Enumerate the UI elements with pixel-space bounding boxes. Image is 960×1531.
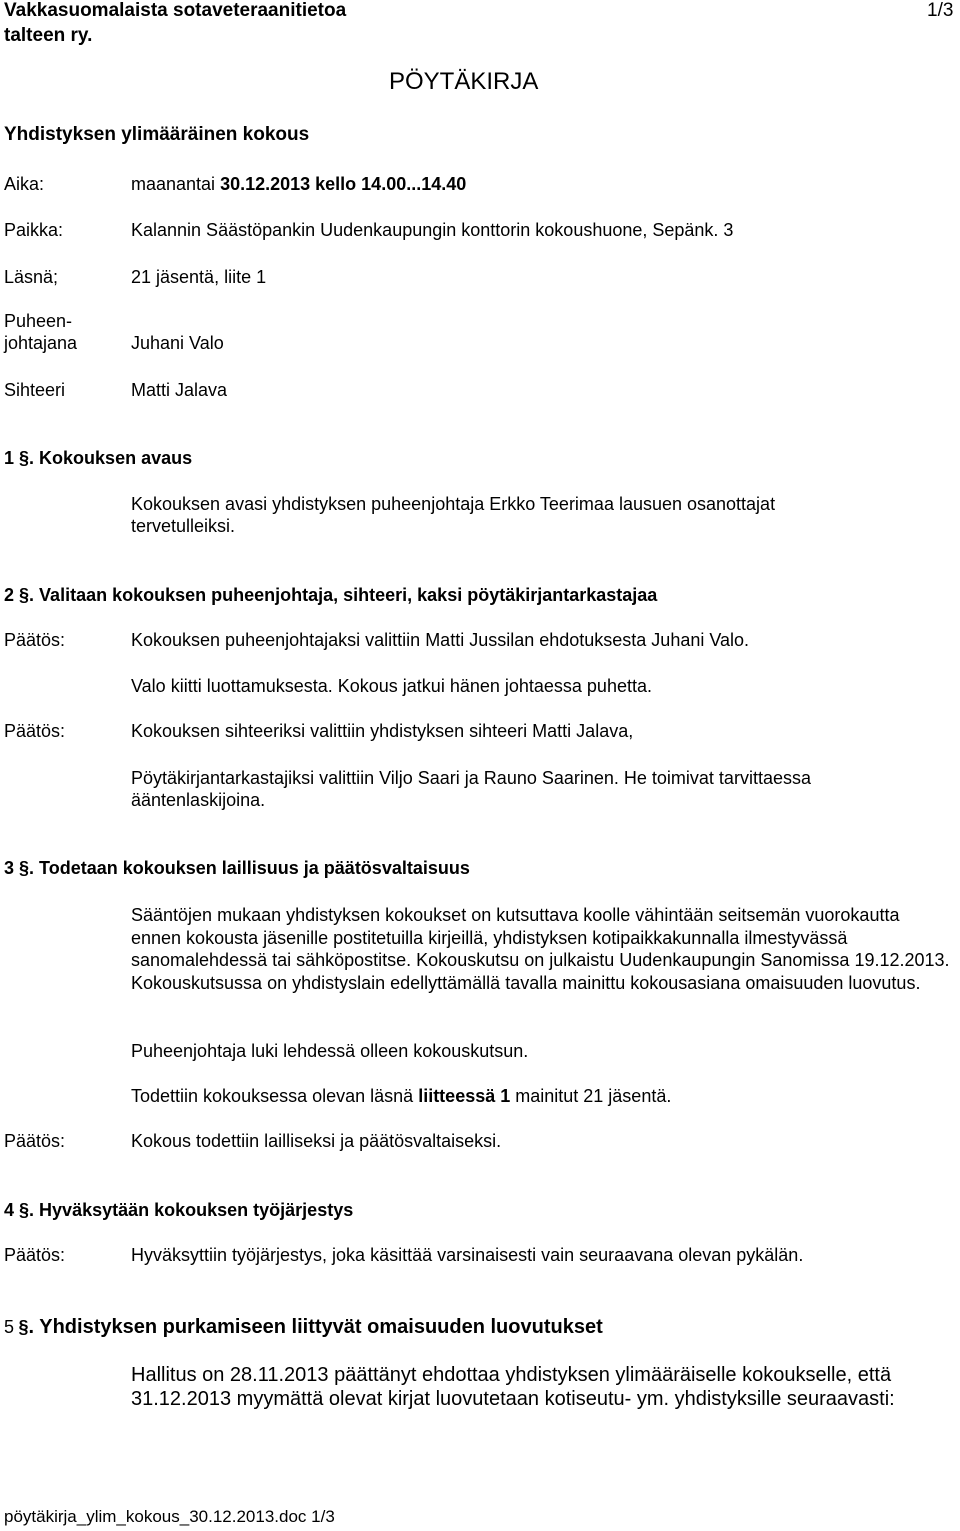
section-5-heading — [4, 1316, 603, 1339]
section-2-decision-2: Kokouksen sihteeriksi valittiin yhdistyksen sihteeri Matti Jalava, — [131, 721, 634, 741]
decision-label: Päätös: — [4, 1131, 66, 1151]
section-2-heading — [4, 585, 657, 606]
attendance-text: Todettiin kokouksessa olevan läsnä — [131, 1086, 419, 1106]
section-1-heading — [4, 448, 192, 469]
section-3-heading — [4, 858, 470, 879]
secretary-value: Matti Jalava — [131, 380, 228, 400]
section-3-title: . Todetaan kokouksen laillisuus ja päätösvaltaisuus — [29, 858, 470, 878]
section-sign-icon: § — [19, 585, 30, 605]
present-label: Läsnä; — [4, 267, 59, 287]
section-1-number: 1 — [4, 448, 15, 468]
section-5-number: 5 — [4, 1317, 15, 1337]
present-value: 21 jäsentä, liite 1 — [131, 267, 267, 287]
section-4-title: . Hyväksytään kokouksen työjärjestys — [29, 1200, 354, 1220]
time-datetime: 30.12.2013 kello 14.00...14.40 — [220, 174, 467, 194]
section-4-heading — [4, 1200, 353, 1221]
section-sign-icon: § — [18, 1317, 29, 1337]
org-name-line2: talteen ry. — [4, 25, 93, 46]
attendance-count: mainitut 21 jäsentä. — [510, 1086, 672, 1106]
section-3-paragraph-3 — [131, 1086, 671, 1107]
secretary-label: Sihteeri — [4, 380, 66, 400]
section-4-decision: Hyväksyttiin työjärjestys, joka käsittää varsinaisesti vain seuraavana olevan pykälän. — [131, 1245, 804, 1265]
section-3-decision: Kokous todettiin lailliseksi ja päätösvaltaiseksi. — [131, 1131, 502, 1151]
section-2-decision-2-cont: Pöytäkirjantarkastajiksi valittiin Viljo Saari ja Rauno Saarinen. He toimivat tarvittaessa ääntenlaskijoina. — [131, 768, 811, 810]
section-sign-icon: § — [19, 448, 30, 468]
time-value — [131, 174, 466, 195]
footer-filename: pöytäkirja_ylim_kokous_30.12.2013.doc 1/3 — [4, 1507, 335, 1526]
section-2-decision-1: Kokouksen puheenjohtajaksi valittiin Matti Jussilan ehdotuksesta Juhani Valo. — [131, 630, 750, 650]
place-label: Paikka: — [4, 220, 64, 240]
section-3-paragraph-2: Puheenjohtaja luki lehdessä olleen kokouskutsun. — [131, 1041, 529, 1061]
section-sign-icon: § — [19, 858, 30, 878]
attachment-reference: liitteessä 1 — [418, 1086, 511, 1106]
page-number: 1/3 — [927, 0, 954, 21]
decision-label: Päätös: — [4, 721, 66, 741]
place-value: Kalannin Säästöpankin Uudenkaupungin konttorin kokoushuone, Sepänk. 3 — [131, 220, 734, 240]
time-label: Aika: — [4, 174, 45, 194]
section-1-text: Kokouksen avasi yhdistyksen puheenjohtaja Erkko Teerimaa lausuen osanottajat tervetulleiksi. — [131, 494, 776, 536]
decision-label: Päätös: — [4, 1245, 66, 1265]
section-3-number: 3 — [4, 858, 15, 878]
document-type: PÖYTÄKIRJA — [389, 68, 539, 95]
chair-label-line2: johtajana — [4, 333, 78, 353]
section-sign-icon: § — [19, 1200, 30, 1220]
time-weekday: maanantai — [131, 174, 221, 194]
section-1-title: . Kokouksen avaus — [29, 448, 193, 468]
chair-label-line1: Puheen- — [4, 311, 73, 331]
meeting-title: Yhdistyksen ylimääräinen kokous — [4, 124, 310, 145]
section-5-title: . Yhdistyksen purkamiseen liittyvät omaisuuden luovutukset — [28, 1316, 603, 1338]
chair-value: Juhani Valo — [131, 333, 224, 353]
section-2-title: . Valitaan kokouksen puheenjohtaja, sihteeri, kaksi pöytäkirjantarkastajaa — [29, 585, 658, 605]
section-2-number: 2 — [4, 585, 15, 605]
decision-label: Päätös: — [4, 630, 66, 650]
org-name-line1: Vakkasuomalaista sotaveteraanitietoa — [4, 0, 347, 21]
section-2-decision-1-cont: Valo kiitti luottamuksesta. Kokous jatkui hänen johtaessa puhetta. — [131, 676, 652, 696]
section-4-number: 4 — [4, 1200, 15, 1220]
section-3-paragraph-1: Sääntöjen mukaan yhdistyksen kokoukset on kutsuttava koolle vähintään seitsemän vuorokautta ennen kokousta jäsenille postitetuilla kirjeillä, yhdistyksen kotipaikkakunnalla ilmestyvässä sanomalehdessä tai sähköpostitse. Kokouskutsu on julkaistu Uudenkaupungin Sanomissa 19.12.2013. Kokouskutsussa on yhdistyslain edellyttämällä tavalla mainittu kokousasiana omaisuuden luovutus. — [131, 905, 950, 993]
section-5-paragraph: Hallitus on 28.11.2013 päättänyt ehdottaa yhdistyksen ylimääräiselle kokoukselle, että 31.12.2013 myymättä olevat kirjat luovutetaan kotiseutu- ym. yhdistyksille seuraavasti: — [131, 1364, 895, 1410]
